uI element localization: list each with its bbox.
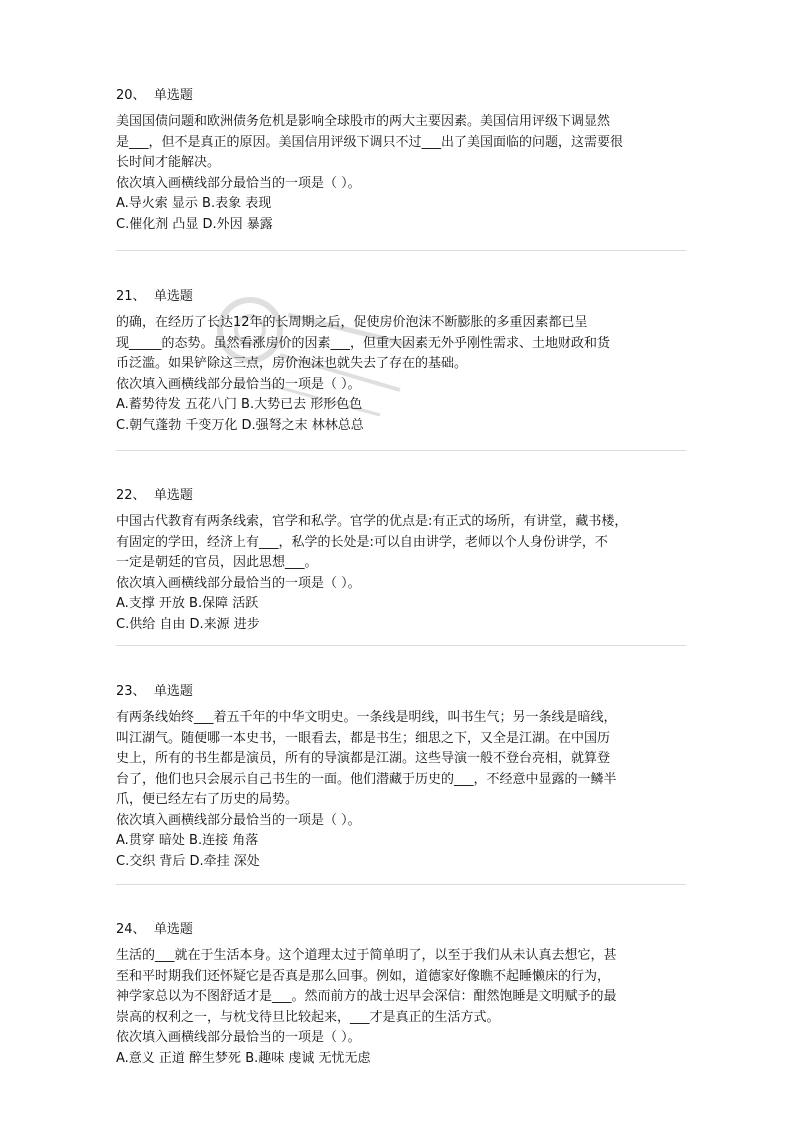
question-text-line: 生活的___就在于生活本身。这个道理太过于简单明了，以至于我们从未认真去想它，甚 xyxy=(116,948,617,963)
answer-options-line: C.催化剂 凸显 D.外因 暴露 xyxy=(116,216,273,232)
question-sep: 、 xyxy=(132,684,146,699)
question-sep: 、 xyxy=(132,488,146,503)
question-24 xyxy=(116,920,686,1069)
question-text-line: 长时间才能解决。 xyxy=(116,155,221,170)
answer-options-line: A.支撑 开放 B.保障 活跃 xyxy=(116,596,259,611)
question-divider xyxy=(116,884,686,885)
question-number: 23 xyxy=(116,684,133,699)
question-text-line: 币泛滥。如果铲除这三点，房价泡沫也就失去了存在的基础。 xyxy=(116,356,468,371)
question-text-line: 史上，所有的书生都是演员，所有的导演都是江湖。这些导演一般不登台亮相，就算登 xyxy=(116,751,611,766)
question-header xyxy=(116,86,686,106)
question-text-line: 神学家总以为不图舒适才是___。然而前方的战士迟早会深信：酣然饱睡是文明赋予的最 xyxy=(116,989,617,1004)
question-text-line: 有两条线始终___着五千年的中华文明史。一条线是明线，叫书生气；另一条线是暗线， xyxy=(116,710,617,725)
answer-options-line: C.供给 自由 D.来源 进步 xyxy=(116,616,260,632)
question-text-line: 至和平时期我们还怀疑它是否真是那么回事。例如，道德家好像瞧不起睡懒床的行为， xyxy=(116,968,611,984)
question-divider xyxy=(116,450,686,451)
question-text-line: 崇高的权利之一，与枕戈待旦比较起来，___才是真正的生活方式。 xyxy=(116,1009,500,1025)
question-divider xyxy=(116,645,686,646)
question-header xyxy=(116,682,686,702)
question-sep: 、 xyxy=(132,289,146,304)
question-prompt: 依次填入画横线部分最恰当的一项是（ ）。 xyxy=(116,376,361,392)
question-sep: 、 xyxy=(132,88,146,103)
question-23 xyxy=(116,682,686,872)
question-number: 21 xyxy=(116,289,133,304)
question-number: 22 xyxy=(116,488,133,503)
question-21 xyxy=(116,287,686,436)
answer-options-line: A.意义 正道 醉生梦死 B.趣味 虔诚 无忧无虑 xyxy=(116,1050,371,1066)
answer-options-line: C.交织 背后 D.牵挂 深处 xyxy=(116,853,260,869)
question-text-line: 的确，在经历了长达12年的长周期之后，促使房价泡沫不断膨胀的多重因素都已呈 xyxy=(116,315,588,330)
question-text-line: 一定是朝廷的官员，因此思想___。 xyxy=(116,555,318,570)
question-header xyxy=(116,287,686,307)
question-number: 24 xyxy=(116,922,133,937)
question-text-line: 美国国债问题和欧洲债务危机是影响全球股市的两大主要因素。美国信用评级下调显然 xyxy=(116,114,611,129)
question-text-line: 叫江湖气。随便哪一本史书，一眼看去，都是书生；细思之下，又全是江湖。在中国历 xyxy=(116,730,611,746)
question-type: 单选题 xyxy=(153,289,193,304)
question-number: 20 xyxy=(116,88,133,103)
question-prompt: 依次填入画横线部分最恰当的一项是（ ）。 xyxy=(116,175,361,191)
question-header xyxy=(116,920,686,940)
question-type: 单选题 xyxy=(153,88,193,103)
question-text-line: 是___，但不是真正的原因。美国信用评级下调只不过___出了美国面临的问题，这需要很 xyxy=(116,134,624,150)
question-divider xyxy=(116,250,686,251)
question-type: 单选题 xyxy=(153,922,193,937)
question-prompt: 依次填入画横线部分最恰当的一项是（ ）。 xyxy=(116,1030,361,1045)
question-type: 单选题 xyxy=(153,488,193,503)
question-header xyxy=(116,486,686,506)
question-sep: 、 xyxy=(132,922,146,937)
question-type: 单选题 xyxy=(153,684,193,699)
question-text-line: 有固定的学田，经济上有___，私学的长处是:可以自由讲学，老师以个人身份讲学，不 xyxy=(116,534,608,550)
question-text-line: 爪，便已经左右了历史的局势。 xyxy=(116,792,299,807)
question-22 xyxy=(116,486,686,635)
question-text-line: 现_____的态势。虽然看涨房价的因素___，但重大因素无外乎刚性需求、土地财政和货 xyxy=(116,335,611,351)
answer-options-line: A.贯穿 暗处 B.连接 角落 xyxy=(116,833,259,848)
question-text-line: 台了，他们也只会展示自己书生的一面。他们潜藏于历史的___，不经意中显露的一鳞半 xyxy=(116,771,617,787)
question-text-line: 中国古代教育有两条线索，官学和私学。官学的优点是:有正式的场所，有讲堂，藏书楼， xyxy=(116,514,628,529)
answer-options-line: A.蓄势待发 五花八门 B.大势已去 形形色色 xyxy=(116,397,363,412)
answer-options-line: A.导火索 显示 B.表象 表现 xyxy=(116,196,272,211)
question-prompt: 依次填入画横线部分最恰当的一项是（ ）。 xyxy=(116,812,361,828)
answer-options-line: C.朝气蓬勃 千变万化 D.强弩之末 林林总总 xyxy=(116,417,364,433)
question-20 xyxy=(116,86,686,235)
question-prompt: 依次填入画横线部分最恰当的一项是（ ）。 xyxy=(116,575,361,591)
